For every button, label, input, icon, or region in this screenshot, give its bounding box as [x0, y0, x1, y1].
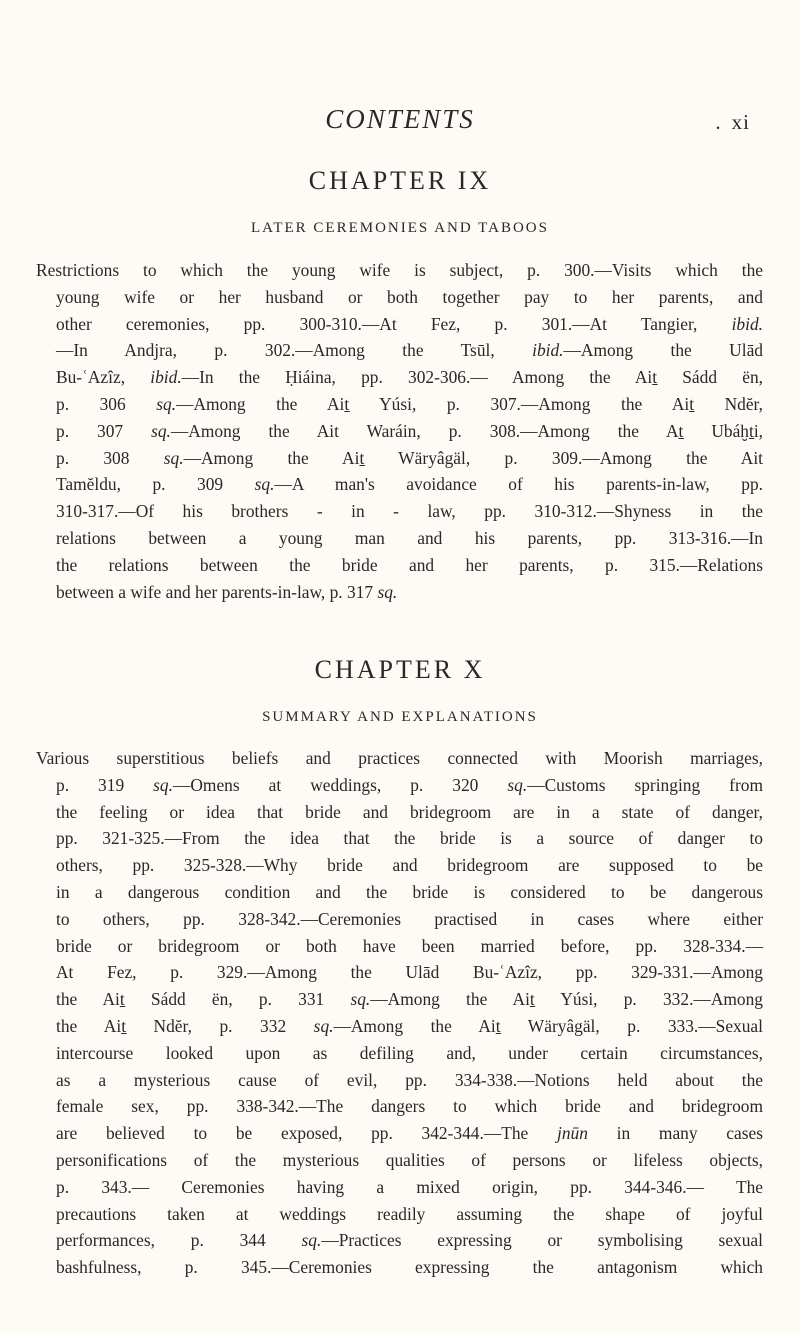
- summary-line: Tamĕldu, p. 309 sq.—A man's avoidance of his parents-in-law, pp.: [56, 474, 763, 495]
- chapter-ix-summary: [36, 257, 763, 605]
- summary-line: Restrictions to which the young wife is subject, p. 300.—Visits which the: [36, 260, 763, 280]
- italic-term: ibid.: [150, 367, 182, 388]
- summary-line: other ceremonies, pp. 300-310.—At Fez, p. 301.—At Tangier, ibid.: [56, 313, 763, 334]
- italic-term: sq.: [350, 989, 371, 1010]
- italic-term: sq.: [254, 474, 275, 495]
- italic-term: sq.: [301, 1230, 322, 1251]
- chapter-ix: [0, 166, 800, 196]
- summary-line: p. 307 sq.—Among the Ait Waráin, p. 308.—Among the Aṯ Ubáḫṯi,: [56, 420, 764, 441]
- running-header: [0, 104, 800, 144]
- summary-line: —In Andjra, p. 302.—Among the Tsūl, ibid.—Among the Ulād: [56, 340, 763, 361]
- summary-line: as a mysterious cause of evil, pp. 334-338.—Notions held about the: [56, 1069, 763, 1090]
- chapter-title: CHAPTER X: [314, 655, 486, 684]
- summary-line: relations between a young man and his parents, pp. 313-316.—In: [56, 527, 763, 548]
- summary-line: the Aiṯ Ndĕr, p. 332 sq.—Among the Aiṯ Wäryâgäl, p. 333.—Sexual: [56, 1015, 763, 1036]
- summary-line: p. 306 sq.—Among the Aiṯ Yúsi, p. 307.—Among the Aiṯ Ndĕr,: [56, 393, 764, 414]
- summary-line: in a dangerous condition and the bride is considered to be dangerous: [56, 881, 763, 902]
- summary-line: precautions taken at weddings readily assuming the shape of joyful: [56, 1203, 763, 1224]
- summary-line: pp. 321-325.—From the idea that the bride is a source of danger to: [56, 828, 763, 849]
- summary-line: the relations between the bride and her parents, p. 315.—Relations: [56, 554, 763, 575]
- summary-line: Bu-ʿAzîz, ibid.—In the Ḥiáina, pp. 302-306.— Among the Aiṯ Sádd ën,: [56, 367, 763, 388]
- running-title: CONTENTS: [325, 104, 475, 134]
- italic-term: sq.: [163, 447, 184, 468]
- italic-term: ibid.: [731, 313, 763, 334]
- italic-term: ibid.: [532, 340, 564, 361]
- italic-term: sq.: [507, 774, 528, 795]
- summary-line: bashfulness, p. 345.—Ceremonies expressing the antagonism which: [56, 1257, 763, 1278]
- summary-line: personifications of the mysterious qualities of persons or lifeless objects,: [56, 1149, 763, 1170]
- chapter-x-summary: [36, 745, 763, 1281]
- italic-term: sq.: [156, 393, 177, 414]
- summary-line: p. 308 sq.—Among the Aiṯ Wäryâgäl, p. 309.—Among the Ait: [56, 447, 764, 468]
- summary-line: between a wife and her parents-in-law, p. 317 sq.: [56, 581, 398, 602]
- chapter-title: CHAPTER IX: [308, 166, 492, 195]
- summary-line: At Fez, p. 329.—Among the Ulād Bu-ʿAzîz, pp. 329-331.—Among: [56, 962, 763, 983]
- page-number: xi: [731, 110, 750, 134]
- summary-line: the feeling or idea that bride and bridegroom are in a state of danger,: [56, 801, 763, 822]
- chapter-ix-subtitle-wrap: [0, 220, 800, 237]
- summary-line: young wife or her husband or both together pay to her parents, and: [56, 286, 763, 307]
- summary-line: to others, pp. 328-342.—Ceremonies practised in cases where either: [56, 908, 763, 929]
- chapter-x-subtitle-wrap: [0, 709, 800, 726]
- summary-line: others, pp. 325-328.—Why bride and bridegroom are supposed to be: [56, 855, 763, 876]
- summary-line: Various superstitious beliefs and practices connected with Moorish marriages,: [36, 748, 763, 768]
- italic-term: sq.: [151, 420, 171, 441]
- summary-line: 310-317.—Of his brothers - in - law, pp. 310-312.—Shyness in the: [56, 501, 763, 522]
- summary-line: intercourse looked upon as defiling and, under certain circumstances,: [56, 1042, 763, 1063]
- chapter-x: [0, 655, 800, 685]
- page-number-block: [715, 110, 750, 135]
- summary-line: p. 319 sq.—Omens at weddings, p. 320 sq.—Customs springing from: [56, 774, 763, 795]
- chapter-subtitle: SUMMARY AND EXPLANATIONS: [262, 709, 538, 725]
- italic-term: sq.: [153, 774, 173, 795]
- summary-line: bride or bridegroom or both have been married before, pp. 328-334.—: [56, 935, 763, 956]
- summary-line: female sex, pp. 338-342.—The dangers to which bride and bridegroom: [56, 1096, 763, 1117]
- summary-line: performances, p. 344 sq.—Practices expressing or symbolising sexual: [56, 1230, 763, 1251]
- italic-term: sq.: [313, 1015, 334, 1036]
- summary-line: p. 343.— Ceremonies having a mixed origin, pp. 344-346.— The: [56, 1176, 763, 1197]
- summary-line: the Aiṯ Sádd ën, p. 331 sq.—Among the Aiṯ Yúsi, p. 332.—Among: [56, 989, 763, 1010]
- italic-term: sq.: [377, 581, 398, 602]
- italic-term: jnūn: [557, 1123, 588, 1144]
- summary-line: are believed to be exposed, pp. 342-344.—The jnūn in many cases: [56, 1123, 763, 1144]
- header-separator: .: [715, 110, 722, 134]
- chapter-subtitle: LATER CEREMONIES AND TABOOS: [251, 220, 549, 236]
